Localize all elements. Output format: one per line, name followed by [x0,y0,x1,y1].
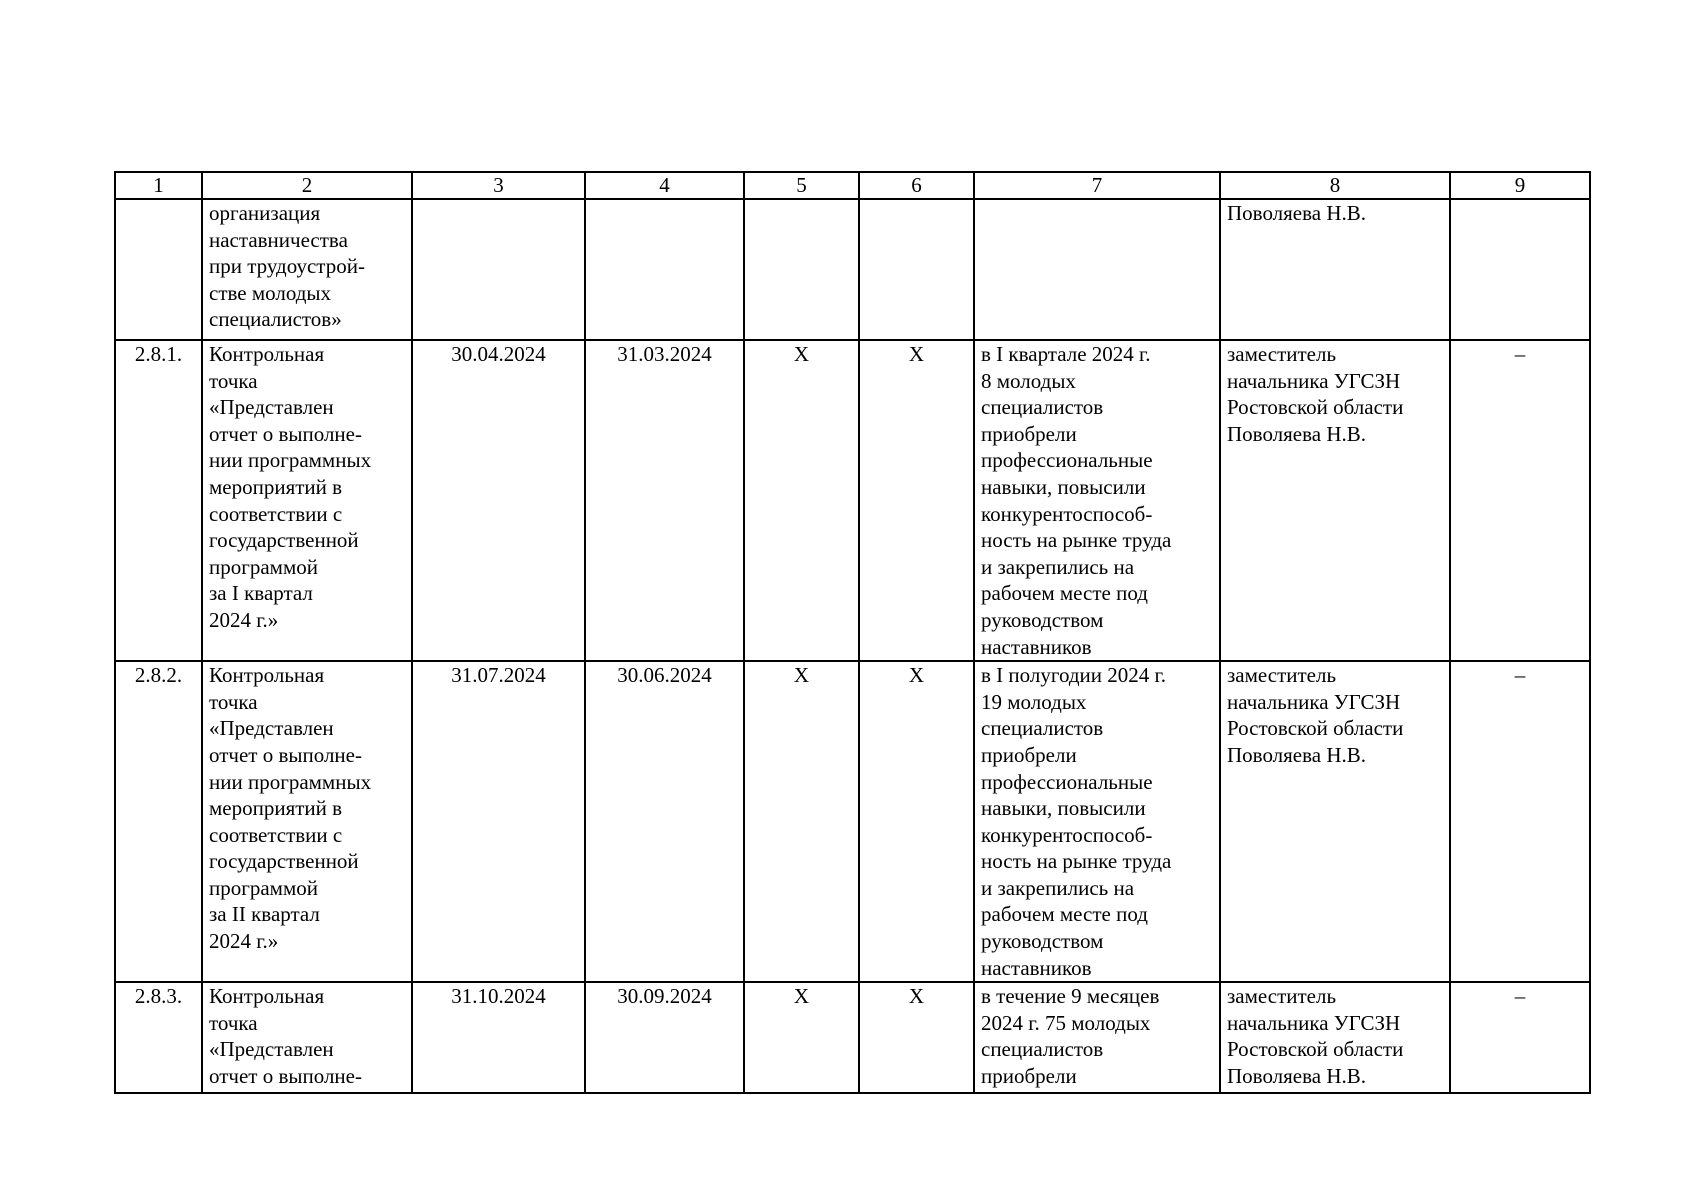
item-number: 2.8.1. [115,340,202,661]
responsible: заместитель начальника УГСЗН Ростовской области Поволяева Н.В. [1220,340,1450,661]
result-text: в I полугодии 2024 г. 19 молодых специалистов приобрели профессиональные навыки, повысили конкурентоспособ- ность на рынке труда и закрепились на рабочем месте под руководством наставников [974,661,1220,982]
column-number: 4 [585,172,744,199]
actual-date: 30.06.2024 [585,661,744,982]
column-number: 5 [744,172,859,199]
item-name: организация наставничества при трудоустрой- стве молодых специалистов» [202,199,412,340]
column-number: 2 [202,172,412,199]
responsible: заместитель начальника УГСЗН Ростовской области Поволяева Н.В. [1220,661,1450,982]
result-text: в I квартале 2024 г. 8 молодых специалистов приобрели профессиональные навыки, повысили конкурентоспособ- ность на рынке труда и закрепились на рабочем месте под руководством наставников [974,340,1220,661]
column-number: 8 [1220,172,1450,199]
result-text: в течение 9 месяцев 2024 г. 75 молодых специалистов приобрели [974,982,1220,1093]
plan-table [114,171,1591,1094]
result-text [974,199,1220,340]
col-6-value: Х [859,982,974,1093]
note [1450,199,1590,340]
item-name: Контрольная точка «Представлен отчет о выполне- нии программных мероприятий в соответствии с государственной программой за I квартал 2024 г.» [202,340,412,661]
actual-date: 30.09.2024 [585,982,744,1093]
table-row [115,661,1590,982]
table-row [115,982,1590,1093]
item-number: 2.8.2. [115,661,202,982]
col-5-value: Х [744,661,859,982]
col-5-value [744,199,859,340]
responsible: заместитель начальника УГСЗН Ростовской области Поволяева Н.В. [1220,982,1450,1093]
note: – [1450,340,1590,661]
actual-date [585,199,744,340]
planned-date [412,199,585,340]
note: – [1450,982,1590,1093]
col-6-value: Х [859,340,974,661]
column-numbers-row [115,172,1590,199]
table-row [115,340,1590,661]
item-number: 2.8.3. [115,982,202,1093]
column-number: 7 [974,172,1220,199]
planned-date: 31.07.2024 [412,661,585,982]
item-name: Контрольная точка «Представлен отчет о выполне- нии программных мероприятий в соответствии с государственной программой за II квартал 2024 г.» [202,661,412,982]
column-number: 1 [115,172,202,199]
responsible: Поволяева Н.В. [1220,199,1450,340]
actual-date: 31.03.2024 [585,340,744,661]
planned-date: 31.10.2024 [412,982,585,1093]
col-5-value: Х [744,340,859,661]
column-number: 9 [1450,172,1590,199]
column-number: 6 [859,172,974,199]
col-5-value: Х [744,982,859,1093]
note: – [1450,661,1590,982]
col-6-value: Х [859,661,974,982]
table-row [115,199,1590,340]
column-number: 3 [412,172,585,199]
col-6-value [859,199,974,340]
item-number [115,199,202,340]
item-name: Контрольная точка «Представлен отчет о выполне- [202,982,412,1093]
planned-date: 30.04.2024 [412,340,585,661]
